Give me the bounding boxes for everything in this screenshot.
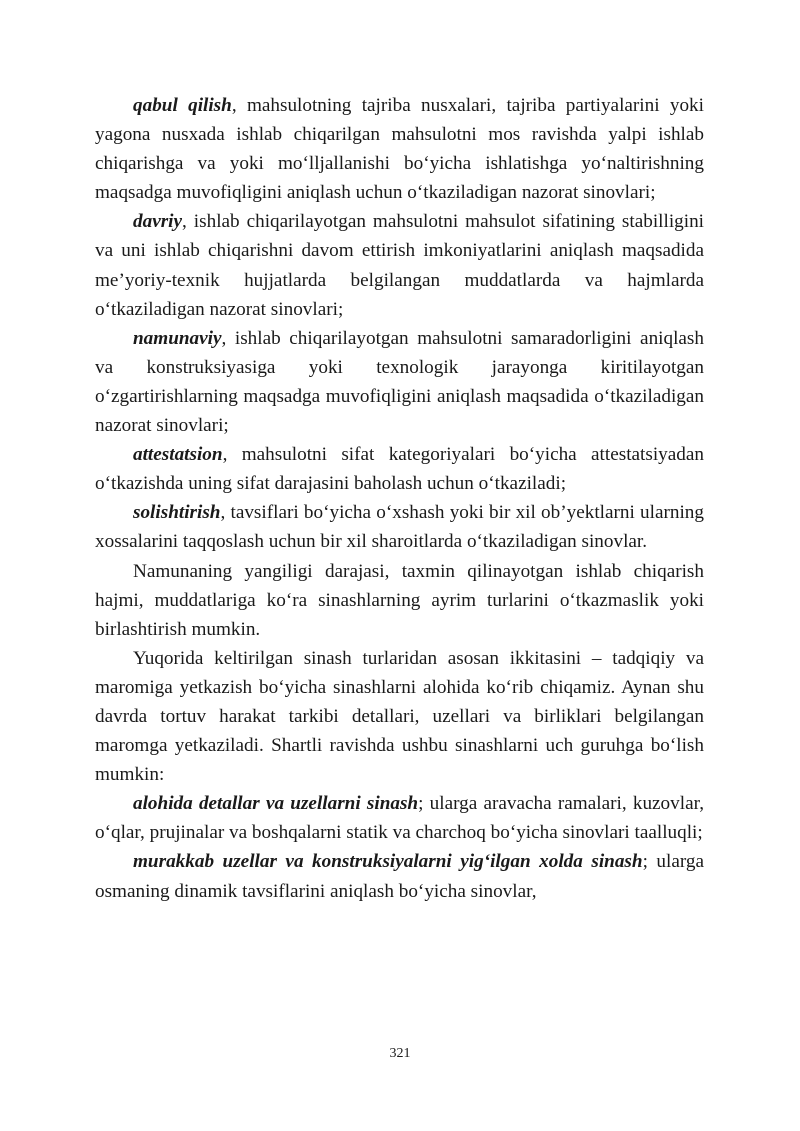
- paragraph-text: Namunaning yangiligi darajasi, taxmin qilinayotgan ishlab chiqarish hajmi, muddatlariga ko‘ra sinashlarning ayrim turlarini o‘tkazmaslik yoki birlashtirish mumkin.: [95, 560, 704, 640]
- term-label: qabul qilish: [133, 95, 232, 116]
- paragraph-yuqorida: [95, 644, 704, 789]
- paragraph-text: , ishlab chiqarilayotgan mahsulotni mahsulot sifatining stabilligini va uni ishlab chiqarishni davom ettirish imkoniyatlarini aniqlash maqsadida me’yoriy-texnik hujjatlarda belgilangan muddatlarda va hajmlarda o‘tkaziladigan nazorat sinovlari;: [95, 211, 704, 320]
- paragraph-text: , tavsiflari bo‘yicha o‘xshash yoki bir xil ob’yektlarni ularning xossalarini taqqoslash uchun bir xil sharoitlarda o‘tkaziladigan sinovlar.: [95, 502, 704, 553]
- paragraph-qabul-qilish: [95, 91, 704, 207]
- paragraph-text: , mahsulotni sifat kategoriyalari bo‘yicha attestatsiyadan o‘tkazishda uning sifat darajasini baholash uchun o‘tkaziladi;: [95, 444, 704, 495]
- paragraph-text: , mahsulotning tajriba nusxalari, tajriba partiyalarini yoki yagona nusxada ishlab chiqarilgan mahsulotni mos ravishda yalpi ishlab chiqarishga va yoki mo‘lljallanishi bo‘yicha ishlatishga yo‘naltirishning maqsadga muvofiqligini aniqlash uchun o‘tkaziladigan nazorat sinovlari;: [95, 95, 704, 204]
- paragraph-attestatsion: [95, 440, 704, 498]
- paragraph-solishtirish: [95, 498, 704, 556]
- paragraph-text: , ishlab chiqarilayotgan mahsulotni samaradorligini aniqlash va konstruksiyasiga yoki texnologik jarayonga kiritilayotgan o‘zgartirishlarning maqsadga muvofiqligini aniqlash maqsadida o‘tkaziladigan nazorat sinovlari;: [95, 327, 704, 437]
- paragraph-text: ; ularga osmaning dinamik tavsiflarini aniqlash bo‘yicha sinovlar,: [95, 851, 705, 902]
- paragraph-text: ; ularga aravacha ramalari, kuzovlar, o‘qlar, prujinalar va boshqalarni statik va charchoq bo‘yicha sinovlari taalluqli;: [95, 793, 705, 844]
- term-label: solishtirish: [133, 502, 221, 524]
- paragraph-namunaning: [95, 557, 704, 644]
- page-number: 321: [389, 1046, 411, 1061]
- paragraph-namunaviy: [95, 324, 704, 440]
- term-label: attestatsion: [133, 444, 223, 466]
- term-label: davriy: [133, 211, 183, 233]
- body-text: [95, 91, 704, 906]
- term-label: alohida detallar va uzellarni sinash: [133, 793, 419, 815]
- paragraph-text: Yuqorida keltirilgan sinash turlaridan asosan ikkitasini – tadqiqiy va maromiga yetkazish bo‘yicha sinashlarni alohida ko‘rib chiqamiz. Aynan shu davrda tortuv harakat tarkibi detallari, uzellari va birliklari belgilangan maromga yetkaziladi. Shartli ravishda ushbu sinashlarni uch guruhga bo‘lish mumkin:: [95, 647, 704, 786]
- term-label: namunaviy: [133, 327, 222, 349]
- term-label: murakkab uzellar va konstruksiyalarni yig‘ilgan xolda sinash: [133, 851, 643, 873]
- paragraph-alohida-detallar: [95, 789, 704, 847]
- paragraph-murakkab-uzellar: [95, 847, 704, 905]
- paragraph-davriy: [95, 207, 704, 323]
